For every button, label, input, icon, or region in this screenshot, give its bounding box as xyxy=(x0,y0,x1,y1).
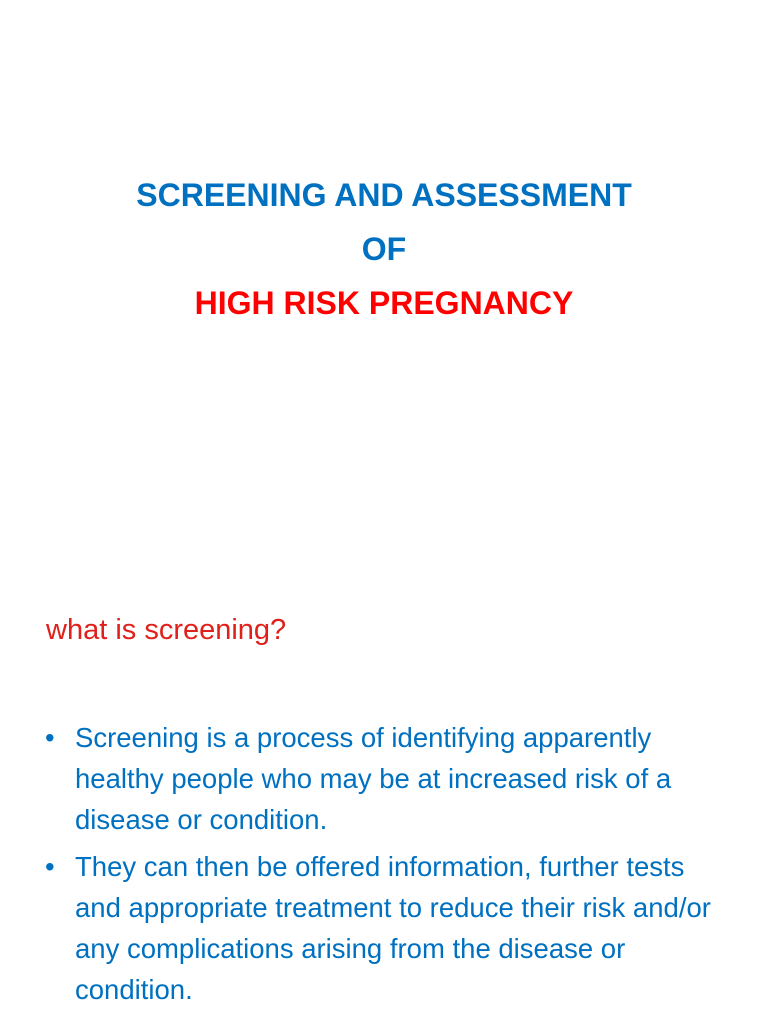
page-title xyxy=(0,168,768,330)
list-item xyxy=(45,717,735,840)
title-line-1: SCREENING AND ASSESSMENT xyxy=(136,177,632,213)
bullet-text: Screening is a process of identifying apparently healthy people who may be at increased risk of a disease or condition. xyxy=(75,722,672,835)
title-line-2: OF xyxy=(361,231,407,267)
title-line-3: HIGH RISK PREGNANCY xyxy=(194,285,574,321)
section-subheading: what is screening? xyxy=(46,614,287,646)
bullet-icon: • xyxy=(45,722,55,753)
bullet-icon: • xyxy=(45,851,55,882)
list-item xyxy=(45,846,735,1010)
bullet-list xyxy=(45,717,735,1016)
bullet-text: They can then be offered information, further tests and appropriate treatment to reduce their risk and/or any complications arising from the disease or condition. xyxy=(75,851,711,1005)
